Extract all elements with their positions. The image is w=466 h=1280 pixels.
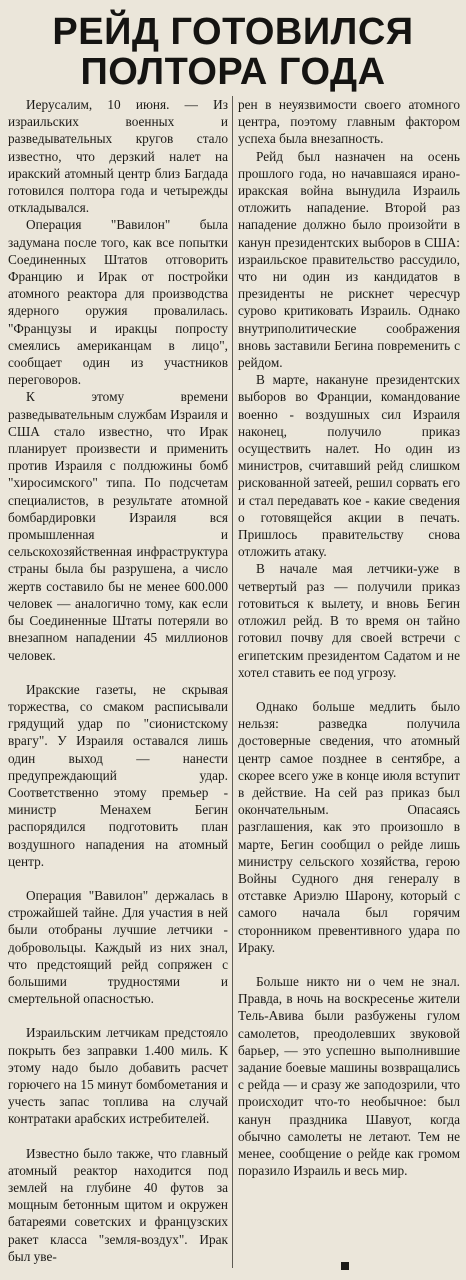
paragraph: В марте, накануне президентских выборов во Франции, командование военно - воздушных сил Израиля наконец, получило приказ осуществить налет. Но один из министров, считавший рейд слишком рискованной затеей, решил сорвать его и стал передавать кое - какие сведения о готовящейся акции в печать. Пришлось правительству снова отложить атаку.: [238, 372, 460, 560]
paragraph: Рейд был назначен на осень прошлого года, но начавшаяся ирано-иракская война вынудила Израиль отложить нападение. Второй раз нападение должно было произойти в канун президентских выборов в США: израильское правительство рассудило, что ни один из кандидатов в президенты не рискнет чересчур сурово критиковать Израиль. Однако внутриполитические соображения вновь заставили Бегина повременить с рейдом.: [238, 148, 460, 371]
left-column: [8, 96, 228, 1265]
paragraph: Известно было также, что главный атомный реактор находится под землей на глубине 40 футов за мощным бетонным щитом и окружен батареями советских и французских ракет класса "земля-воздух". Ирак был уве-: [8, 1145, 228, 1264]
right-column: [238, 96, 460, 1179]
paragraph: рен в неуязвимости своего атомного центра, поэтому главным фактором успеха была внезапность.: [238, 97, 460, 147]
paragraph: Иерусалим, 10 июня. — Из израильских военных и разведывательных кругов стало известно, что дерзкий налет на иракский атомный центр близ Багдада готовился полтора года и четырежды откладывался.: [8, 97, 228, 216]
headline-line-1: РЕЙД ГОТОВИЛСЯ: [52, 11, 414, 53]
paragraph: Больше никто ни о чем не знал. Правда, в ночь на воскресенье жители Тель-Авива были разбужены гулом самолетов, преодолевших звуковой барьер, — это успешно выполнившие задание боевые машины возвращались с рейда — и сразу же заподозрили, что происходит что-то необычное: был канун праздника Шавуот, когда обычно самолеты не летают. Тем не менее, сообщение о рейде как громом поразило Израиль и весь мир.: [238, 973, 460, 1179]
paragraph: Однако больше медлить было нельзя: разведка получила достоверные сведения, что атомный центр самое позднее в сентябре, а скорее всего уже в конце июля вступит в действие. На сей раз приказ был окончательным. Опасаясь разглашения, как это произошло в марте, Бегин сообщил о рейде лишь министру сельского хозяйства, герою Войны Судного дня генералу в отставке Ариэлю Шарону, который с самого начала был горячим сторонником превентивного удара по Ираку.: [238, 698, 460, 955]
paragraph: Израильским летчикам предстояло покрыть без заправки 1.400 миль. К этому надо было добавить расчет горючего на 15 минут бомбометания и учесть запас топлива на случай контратаки арабских истребителей.: [8, 1025, 228, 1127]
column-divider: [232, 96, 233, 1268]
paragraph: Операция "Вавилон" была задумана после того, как все попытки Соединенных Штатов отговорить Францию и Ирак от постройки атомного реактора для производства ядерного оружия провалилась. "Французы и иракцы попросту смеялись американцам в лицо", сообщает один из участников переговоров.: [8, 217, 228, 388]
headline-line-2: ПОЛТОРА ГОДА: [80, 51, 386, 93]
paragraph: В начале мая летчики-уже в четвертый раз — получили приказ готовиться к вылету, и вновь Бегин отложил рейд. В то время он тайно готовил почву для своей встречи с египетским президентом Садатом и не хотел ставить ее под угрозу.: [238, 561, 460, 680]
article-headline: [0, 0, 466, 92]
paragraph: К этому времени разведывательным службам Израиля и США стало известно, что Ирак планирует произвести и применить против Израиля с полдюжины бомб "хиросимского" типа. По подсчетам специалистов, в результате атомной бомбардировки Израиля вся промышленная и сельскохозяйственная инфраструктура страны была бы разрушена, а число жертв составило бы не менее 600.000 человек — аналогично тому, как если бы Соединенные Штаты потеряли во внезапном нападении 45 миллионов человек.: [8, 389, 228, 663]
paragraph: Иракские газеты, не скрывая торжества, со смаком расписывали грядущий удар по "сионистскому врагу". У Израиля оставался лишь один выход — нанести предупреждающий удар. Соответственно этому премьер - министр Менахем Бегин распорядился подготовить план воздушного нападения на атомный центр.: [8, 681, 228, 869]
article-body: [0, 96, 466, 1280]
paragraph: Операция "Вавилон" держалась в строжайшей тайне. Для участия в ней были отобраны лучшие летчики - добровольцы. Каждый из них знал, что предстоящий рейд сопряжен с большими трудностями и смертельной опасностью.: [8, 887, 228, 1007]
end-of-article-mark: [341, 1262, 349, 1270]
